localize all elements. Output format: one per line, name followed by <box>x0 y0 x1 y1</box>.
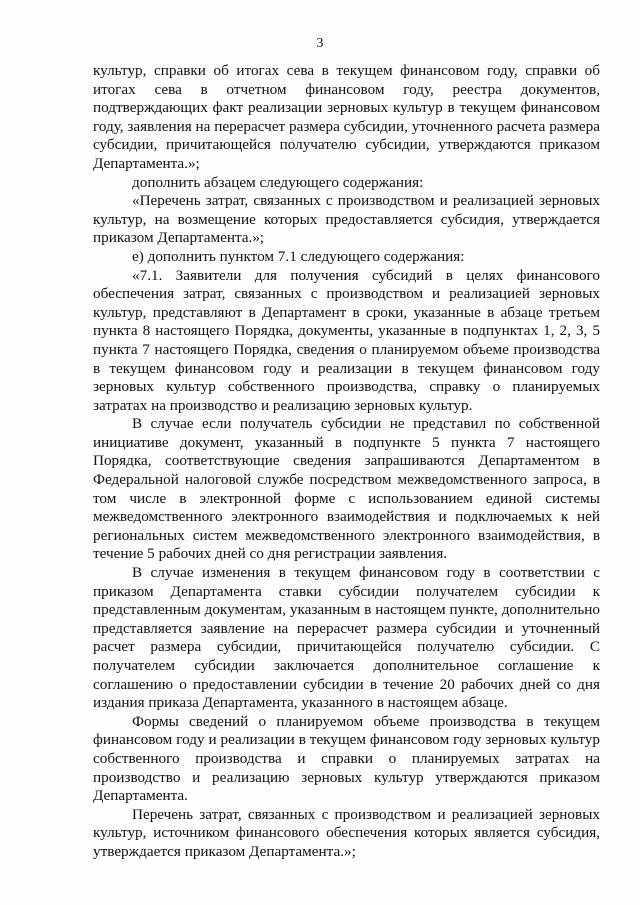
paragraph-continuation: культур, справки об итогах сева в текущем финансовом году, справки об итогах сева в отчетном финансовом году, реестра документов, подтверждающих факт реализации зерновых культур в текущем финансовом году, заявления на перерасчет размера субсидии, уточненного расчета размера субсидии, причитающейся получателю субсидии, утверждаются приказом Департамента.»; <box>93 62 600 172</box>
paragraph-interagency-request: В случае если получатель субсидии не представил по собственной инициативе документ, указанный в подпункте 5 пункта 7 настоящего Порядка, соответствующие сведения запрашиваются Департаментом в Федеральной налоговой службе посредством межведомственного запроса, в том числе в электронной форме с использованием единой системы межведомственного электронного взаимодействия и подключаемых к ней региональных систем межведомственного электронного взаимодействия, в течение 5 рабочих дней со дня регистрации заявления. <box>93 415 600 563</box>
paragraph-rate-change: В случае изменения в текущем финансовом году в соответствии с приказом Департамента ставки субсидии получателем субсидии к представленным документам, указанным в настоящем пункте, дополнительно представляется заявление на перерасчет размера субсидии и уточненный расчет размера субсидии, причитающейся получателю субсидии. С получателем субсидии заключается дополнительное соглашение к соглашению о предоставлении субсидии в течение 20 рабочих дней со дня издания приказа Департамента, указанного в настоящем абзаце. <box>93 564 600 712</box>
page-number: 3 <box>316 36 324 51</box>
paragraph-expense-list-approval: Перечень затрат, связанных с производством и реализацией зерновых культур, источником финансового обеспечения которых является субсидия, утверждается приказом Департамента.»; <box>93 805 600 860</box>
paragraph-clause-7-1: «7.1. Заявители для получения субсидий в целях финансового обеспечения затрат, связанных с производством и реализацией зерновых культур, представляют в Департамент в сроки, указанные в абзаце третьем пункта 8 настоящего Порядка, документы, указанные в подпунктах 1, 2, 3, 5 пункта 7 настоящего Порядка, сведения о планируемом объеме производства в текущем финансовом году и реализации в текущем финансовом году зерновых культур собственного производства, справку о планируемых затратах на производство и реализацию зерновых культур. <box>93 266 600 414</box>
paragraph-expense-list-clause: «Перечень затрат, связанных с производством и реализацией зерновых культур, на возмещение которых предоставляется субсидия, утверждается приказом Департамента.»; <box>93 192 600 247</box>
paragraph-forms-approval: Формы сведений о планируемом объеме производства в текущем финансовом году и реализации в текущем финансовом году зерновых культур собственного производства и справки о планируемых затратах на производство и реализацию зерновых культур утверждаются приказом Департамента. <box>93 712 600 805</box>
paragraph-amendment-instruction: дополнить абзацем следующего содержания: <box>132 173 424 191</box>
document-body <box>93 62 600 862</box>
paragraph-item-e: е) дополнить пунктом 7.1 следующего содержания: <box>132 247 465 265</box>
